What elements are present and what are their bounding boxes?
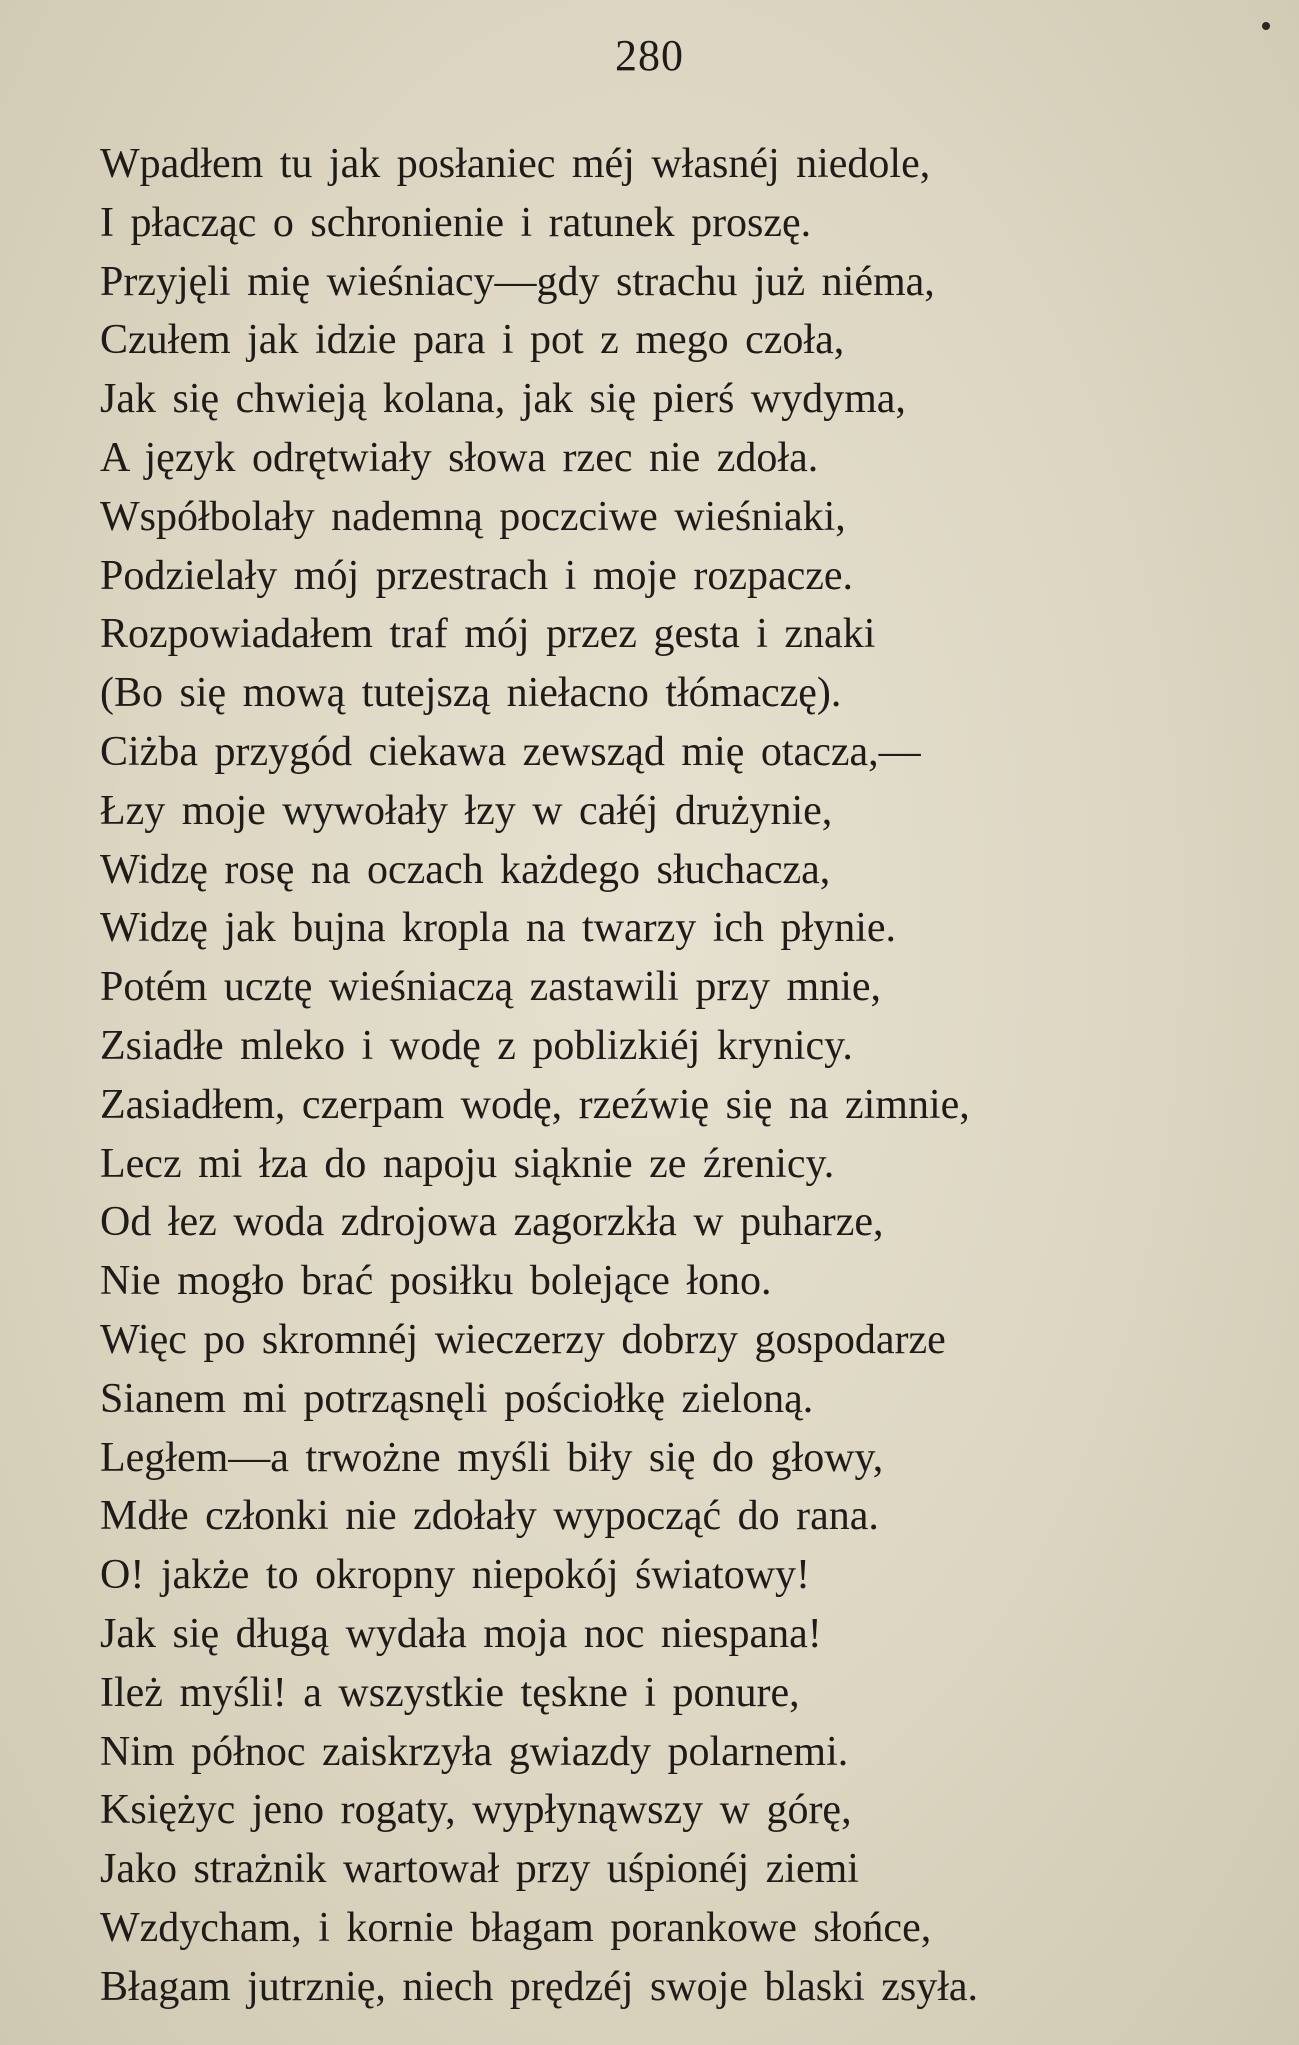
verse-line: Nie mogło brać posiłku bolejące łono.: [100, 1258, 772, 1305]
verse-line: O! jakże to okropny niepokój światowy!: [100, 1552, 811, 1599]
verse-line: Księżyc jeno rogaty, wypłynąwszy w górę,: [100, 1787, 852, 1834]
verse-line: Zasiadłem, czerpam wodę, rzeźwię się na zimnie,: [100, 1081, 970, 1128]
verse-line: Sianem mi potrząsnęli pościołkę zieloną.: [100, 1375, 814, 1422]
verse-line: (Bo się mową tutejszą niełacno tłómaczę).: [100, 670, 842, 717]
verse-line: Współbolały nademną poczciwe wieśniaki,: [100, 493, 846, 540]
verse-line: Rozpowiadałem traf mój przez gesta i znaki: [100, 611, 876, 658]
verse-line: Błagam jutrznię, niech prędzéj swoje blaski zsyła.: [100, 1963, 979, 2010]
verse-line: Przyjęli mię wieśniacy—gdy strachu już niéma,: [100, 258, 935, 305]
verse-line: Łzy moje wywołały łzy w całéj drużynie,: [100, 787, 833, 834]
verse-line: Jak się długą wydała moja noc niespana!: [100, 1610, 822, 1657]
verse-line: Czułem jak idzie para i pot z mego czoła,: [100, 317, 845, 364]
poem-text: [100, 135, 1210, 2017]
verse-line: Zsiadłe mleko i wodę z poblizkiéj krynicy.: [100, 1022, 853, 1069]
verse-line: Mdłe członki nie zdołały wypocząć do rana.: [100, 1493, 879, 1540]
verse-line: Więc po skromnéj wieczerzy dobrzy gospodarze: [100, 1316, 946, 1363]
verse-line: Jak się chwieją kolana, jak się pierś wydyma,: [100, 376, 906, 423]
verse-line: Podzielały mój przestrach i moje rozpacze.: [100, 552, 854, 599]
verse-line: Widzę jak bujna kropla na twarzy ich płynie.: [100, 905, 897, 952]
ink-speck: [1262, 22, 1270, 30]
verse-line: Potém ucztę wieśniaczą zastawili przy mnie,: [100, 964, 882, 1011]
verse-line: Widzę rosę na oczach każdego słuchacza,: [100, 846, 831, 893]
verse-line: Lecz mi łza do napoju siąknie ze źrenicy.: [100, 1140, 835, 1187]
verse-line: Ległem—a trwożne myśli biły się do głowy,: [100, 1434, 884, 1481]
verse-line: Nim północ zaiskrzyła gwiazdy polarnemi.: [100, 1728, 849, 1775]
verse-line: Ileż myśli! a wszystkie tęskne i ponure,: [100, 1669, 800, 1716]
verse-line: A język odrętwiały słowa rzec nie zdoła.: [100, 434, 819, 481]
page-number: 280: [615, 31, 684, 80]
verse-line: I płacząc o schronienie i ratunek proszę.: [100, 199, 812, 246]
verse-line: Wzdycham, i kornie błagam porankowe słońce,: [100, 1904, 932, 1951]
verse-line: Ciżba przygód ciekawa zewsząd mię otacza,—: [100, 728, 921, 775]
verse-line: Od łez woda zdrojowa zagorzkła w puharze,: [100, 1199, 884, 1246]
verse-line: Wpadłem tu jak posłaniec méj własnéj niedole,: [100, 141, 931, 187]
verse-line: Jako strażnik wartował przy uśpionéj ziemi: [100, 1846, 859, 1893]
